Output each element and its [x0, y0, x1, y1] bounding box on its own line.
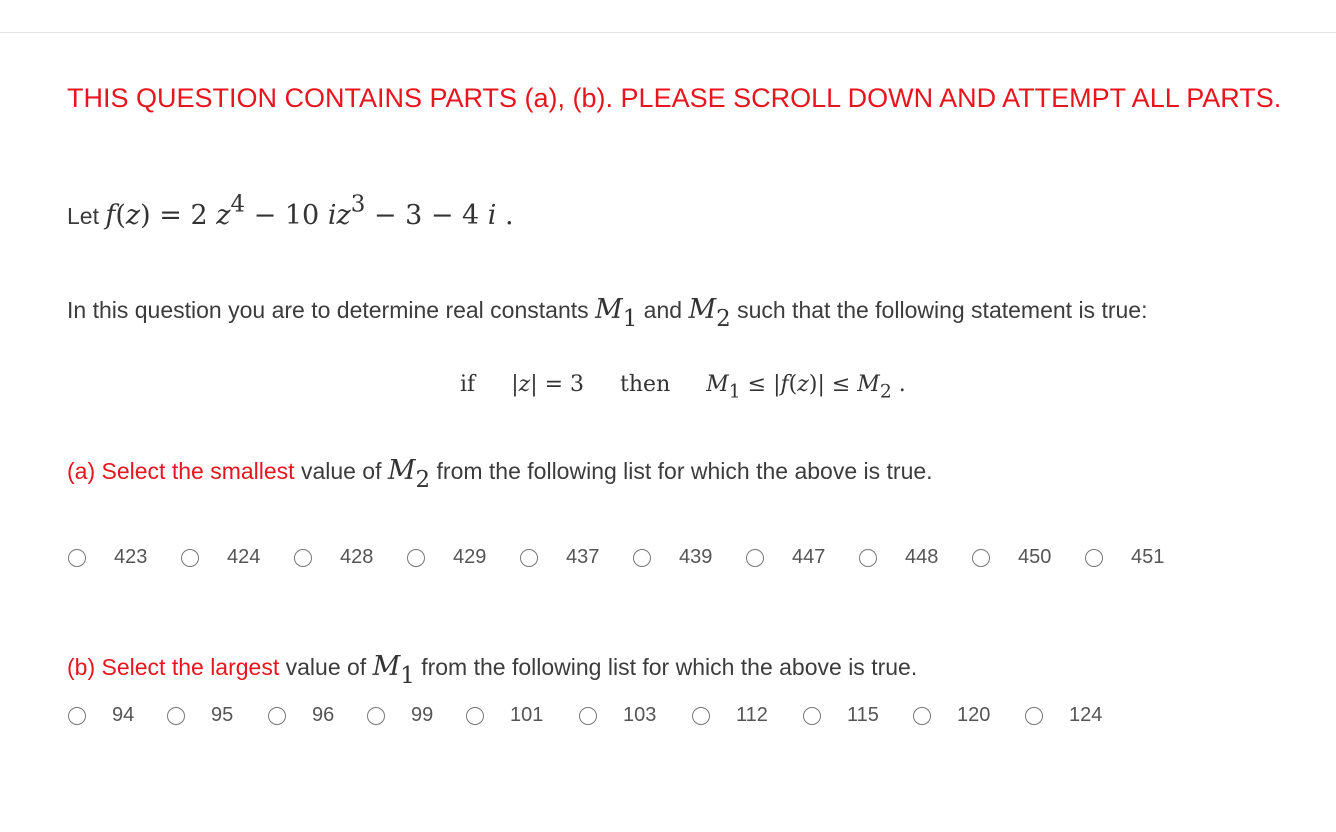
part-b-prompt — [67, 651, 918, 690]
radio-button[interactable] — [68, 707, 86, 725]
part-b-option[interactable]: 103 — [579, 704, 692, 727]
top-divider — [0, 32, 1336, 33]
radio-button[interactable] — [579, 707, 597, 725]
part-a-label: (a) Select the — [67, 458, 204, 484]
intro-text-and: and — [643, 297, 683, 323]
part-a-option[interactable]: 423 — [68, 546, 181, 569]
radio-button[interactable] — [859, 549, 877, 567]
part-a-option[interactable]: 437 — [520, 546, 633, 569]
part-a-option[interactable]: 428 — [294, 546, 407, 569]
function-formula: f(z) = 2 $z^4 - 10$ $iz^3 - 3 - 4$ i . — [105, 191, 514, 231]
part-b-option[interactable]: 94 — [68, 704, 167, 727]
radio-button[interactable] — [746, 549, 764, 567]
condition-formula: |z| = 3 — [511, 372, 585, 397]
part-b-after: from the following list for which the above is true. — [421, 654, 918, 680]
part-a-option[interactable]: 448 — [859, 546, 972, 569]
part-b-middle: value of — [285, 654, 367, 680]
radio-button[interactable] — [268, 707, 286, 725]
part-b-label: (b) Select the — [67, 654, 204, 680]
part-b-option[interactable]: 96 — [268, 704, 367, 727]
intro-text-before: In this question you are to determine real constants — [67, 297, 589, 323]
statement-display — [460, 372, 906, 403]
m2-symbol: $M_2$ — [688, 294, 731, 333]
function-definition — [67, 191, 514, 231]
radio-button[interactable] — [167, 707, 185, 725]
radio-button[interactable] — [633, 549, 651, 567]
part-b-option[interactable]: 124 — [1025, 704, 1109, 727]
part-a-option[interactable]: 451 — [1085, 546, 1198, 569]
part-a-middle: value of — [300, 458, 382, 484]
radio-button[interactable] — [407, 549, 425, 567]
radio-button[interactable] — [1085, 549, 1103, 567]
parts-warning: THIS QUESTION CONTAINS PARTS (a), (b). PLEASE SCROLL DOWN AND ATTEMPT ALL PARTS. — [67, 83, 1282, 113]
radio-button[interactable] — [466, 707, 484, 725]
radio-button[interactable] — [972, 549, 990, 567]
then-word: then — [620, 372, 671, 397]
radio-button[interactable] — [294, 549, 312, 567]
part-a-option[interactable]: 439 — [633, 546, 746, 569]
intro-text-after: such that the following statement is true: — [737, 297, 1148, 323]
part-b-options — [68, 704, 1109, 727]
radio-button[interactable] — [692, 707, 710, 725]
part-a-option[interactable]: 429 — [407, 546, 520, 569]
part-a-options — [68, 546, 1198, 569]
part-a-option[interactable]: 447 — [746, 546, 859, 569]
question-intro — [67, 294, 1148, 333]
part-b-option[interactable]: 120 — [913, 704, 1025, 727]
radio-button[interactable] — [367, 707, 385, 725]
inequality-formula: $M_1 \le |f(z)| \le M_2$ . — [706, 372, 906, 403]
part-b-option[interactable]: 101 — [466, 704, 579, 727]
radio-button[interactable] — [68, 549, 86, 567]
part-b-option[interactable]: 99 — [367, 704, 466, 727]
part-b-m1-symbol: $M_1$ — [372, 651, 415, 690]
part-b-option[interactable]: 115 — [803, 704, 913, 727]
part-b-emphasis: largest — [210, 654, 280, 680]
radio-button[interactable] — [1025, 707, 1043, 725]
part-a-option[interactable]: 424 — [181, 546, 294, 569]
if-word: if — [460, 372, 476, 397]
radio-button[interactable] — [803, 707, 821, 725]
part-a-option[interactable]: 450 — [972, 546, 1085, 569]
part-b-option[interactable]: 95 — [167, 704, 268, 727]
radio-button[interactable] — [913, 707, 931, 725]
part-b-option[interactable]: 112 — [692, 704, 803, 727]
part-a-prompt — [67, 455, 933, 494]
part-a-m2-symbol: $M_2$ — [387, 455, 431, 494]
part-a-after: from the following list for which the above is true. — [436, 458, 933, 484]
radio-button[interactable] — [181, 549, 199, 567]
let-label: Let — [67, 203, 99, 229]
radio-button[interactable] — [520, 549, 538, 567]
part-a-emphasis: smallest — [210, 458, 295, 484]
m1-symbol: $M_1$ — [595, 294, 638, 333]
